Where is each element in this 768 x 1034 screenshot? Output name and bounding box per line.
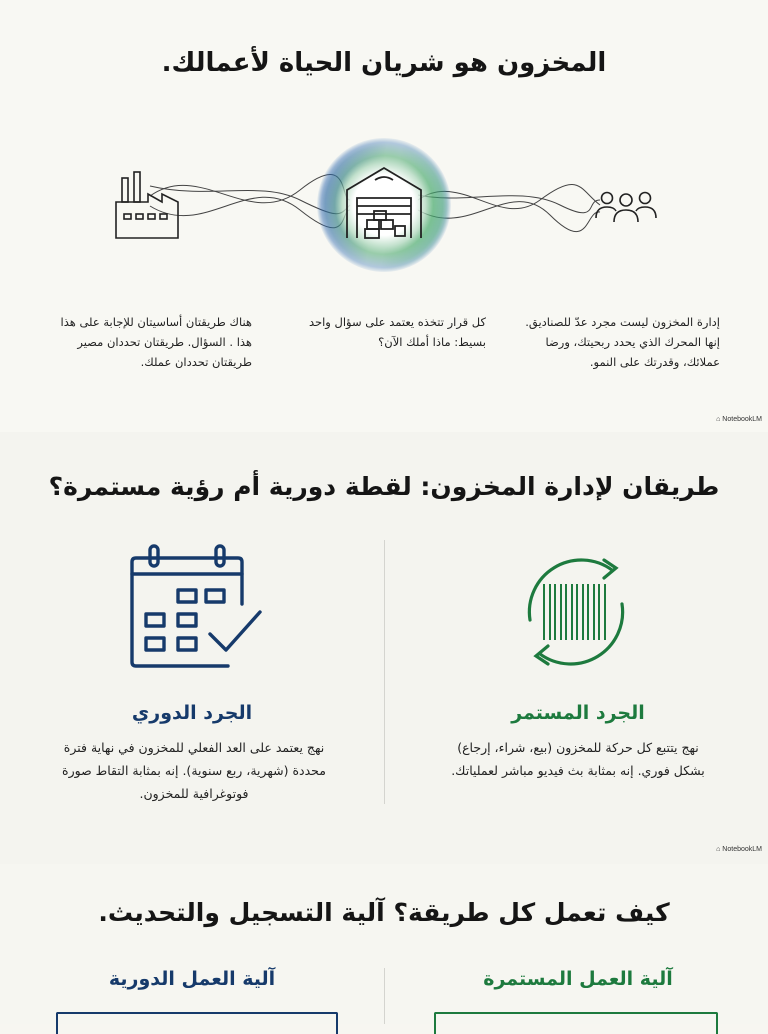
periodic-inventory-text: نهج يعتمد على العد الفعلي للمخزون في نهاية فترة محددة (شهرية، ربع سنوية). إنه بمثابة التقاط صورة فوتوغرافية للمخزون. [62, 740, 326, 801]
watermark [716, 416, 762, 423]
barcode-refresh-icon [508, 546, 644, 678]
slide-inventory-lifeline [0, 0, 768, 432]
column-divider [384, 540, 385, 804]
watermark-text: NotebookLM [722, 846, 762, 853]
watermark-text: NotebookLM [722, 416, 762, 423]
notebooklm-icon: ⌂ [716, 846, 721, 853]
slide-title: المخزون هو شريان الحياة لأعمالك. [161, 48, 607, 78]
continuous-inventory-heading: الجرد المستمر [511, 702, 645, 724]
people-icon [594, 188, 658, 224]
periodic-inventory-heading: الجرد الدوري [131, 702, 253, 724]
text-right: إدارة المخزون ليست مجرد عدّ للصناديق. إنها المحرك الذي يحدد ربحيتك، ورضا عملائك، وقدرتك على النمو. [525, 315, 720, 369]
continuous-mechanism-heading: آلية العمل المستمرة [483, 968, 673, 990]
periodic-mechanism-box [56, 1012, 338, 1034]
periodic-mechanism-heading: آلية العمل الدورية [108, 968, 276, 990]
slide-mechanism [0, 864, 768, 1024]
text-middle: كل قرار تتخذه يعتمد على سؤال واحد بسيط: ماذا أملك الآن؟ [308, 315, 486, 349]
slide-title: كيف تعمل كل طريقة؟ آلية التسجيل والتحديث. [98, 898, 670, 927]
continuous-mechanism-box [434, 1012, 718, 1034]
slide-title: طريقان لإدارة المخزون: لقطة دورية أم رؤية مستمرة؟ [48, 472, 720, 501]
slide-two-methods [0, 432, 768, 864]
warehouse-icon [343, 164, 425, 240]
text-left: هناك طريقتان أساسيتان للإجابة على هذا هذا . السؤال. طريقتان تحددان مصير طريقتان تحددان عملك. [60, 315, 252, 369]
notebooklm-icon: ⌂ [716, 416, 721, 423]
watermark [716, 846, 762, 853]
calendar-check-icon [128, 542, 268, 670]
factory-icon [112, 168, 182, 240]
continuous-inventory-text: نهج يتتبع كل حركة للمخزون (بيع، شراء، إرجاع) بشكل فوري. إنه بمثابة بث فيديو مباشر لعملياتك. [451, 740, 705, 778]
column-divider [384, 968, 385, 1024]
